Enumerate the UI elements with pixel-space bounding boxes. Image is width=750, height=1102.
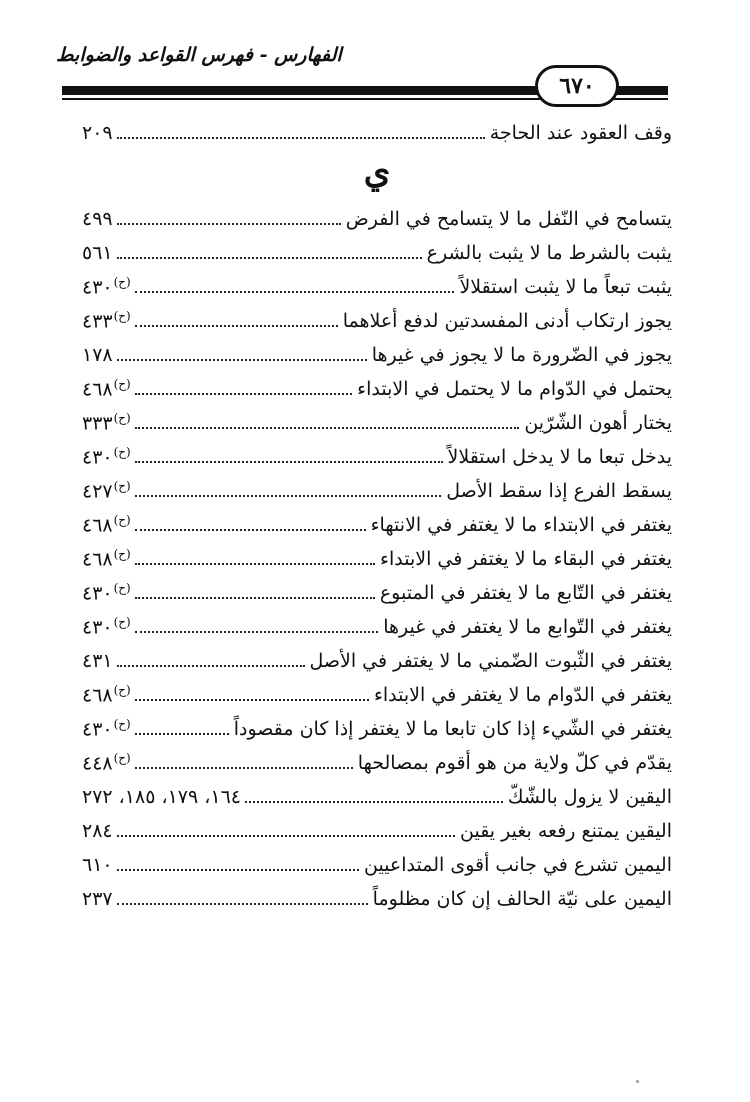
entry-page (82, 609, 133, 640)
entry-text: يغتفر في التّوابع ما لا يغتفر في غيرها (383, 616, 672, 638)
index-entry (82, 844, 672, 878)
entry-mark: (ح) (113, 274, 131, 289)
entry-page (82, 541, 133, 572)
entry-page (82, 120, 115, 146)
index-entries-list (82, 112, 672, 912)
dot-leader (117, 903, 368, 905)
entry-page-number: ٤٦٨ (82, 548, 113, 570)
entry-page-number: ٤٦٨ (82, 514, 113, 536)
index-entry (82, 436, 672, 470)
index-entry (82, 640, 672, 674)
index-entry (82, 878, 672, 912)
dot-leader (135, 631, 379, 633)
entry-page-number: ٤٣٠ (82, 582, 113, 604)
entry-text: اليقين لا يزول بالشّكّ (507, 786, 672, 808)
dot-leader (135, 427, 520, 429)
dot-leader (135, 461, 443, 463)
entry-page-number: ٢٠٩ (82, 122, 113, 144)
dot-leader (117, 257, 422, 259)
index-entry (82, 572, 672, 606)
entry-page (82, 240, 115, 266)
entry-page-number: ٤٣١ (82, 650, 113, 672)
entry-page (82, 575, 133, 606)
entry-mark: (ح) (113, 410, 131, 425)
dot-leader (245, 801, 503, 803)
entry-text: يحتمل في الدّوام ما لا يحتمل في الابتداء (357, 378, 672, 400)
dot-leader (135, 495, 442, 497)
entry-page-number: ٤٣٠ (82, 276, 113, 298)
dot-leader (135, 699, 369, 701)
entry-mark: (ح) (113, 444, 131, 459)
dot-leader (117, 869, 359, 871)
entry-text: يجوز في الضّرورة ما لا يجوز في غيرها (371, 344, 672, 366)
dot-leader (135, 325, 338, 327)
entry-page-number: ٢٣٧ (82, 888, 113, 910)
entry-page (82, 745, 133, 776)
entry-page (82, 439, 133, 470)
entry-page-number: ٤٩٩ (82, 208, 113, 230)
entry-mark: (ح) (113, 682, 131, 697)
entry-page (82, 648, 115, 674)
entry-page-number: ٤٣٠ (82, 718, 113, 740)
entry-mark: (ح) (113, 750, 131, 765)
entry-page-number: ٢٨٤ (82, 820, 113, 842)
dot-leader (135, 393, 352, 395)
entry-page (82, 269, 133, 300)
index-entry (82, 504, 672, 538)
entry-text: يثبت تبعاً ما لا يثبت استقلالاً (459, 276, 672, 298)
entry-page-number: ٤٣٠ (82, 446, 113, 468)
index-entry (82, 300, 672, 334)
scan-speck (636, 1080, 639, 1083)
dot-leader (135, 529, 366, 531)
entry-page-number: ٤٦٨ (82, 378, 113, 400)
running-title: الفهارس - فهرس القواعد والضوابط (56, 44, 342, 66)
section-letter: ي (363, 152, 391, 192)
entry-text: يغتفر في الشّيء إذا كان تابعا ما لا يغتفر إذا كان مقصوداً (233, 718, 672, 740)
index-entry (82, 198, 672, 232)
entry-page (82, 473, 133, 504)
entry-page (82, 206, 115, 232)
index-entry (82, 776, 672, 810)
entry-text: يغتفر في البقاء ما لا يغتفر في الابتداء (380, 548, 672, 570)
entry-mark: (ح) (113, 716, 131, 731)
entry-page (82, 818, 115, 844)
dot-leader (135, 291, 455, 293)
entry-page-number: ٤٣٣ (82, 310, 113, 332)
entry-page (82, 342, 115, 368)
entry-text: يدخل تبعا ما لا يدخل استقلالاً (447, 446, 672, 468)
dot-leader (117, 223, 341, 225)
dot-leader (135, 597, 375, 599)
entry-page-number: ٣٣٣ (82, 412, 113, 434)
entry-text: يختار أهون الشّرّين (524, 412, 672, 434)
dot-leader (117, 835, 455, 837)
entry-mark: (ح) (113, 478, 131, 493)
entry-mark: (ح) (113, 308, 131, 323)
entry-page-number: ٦١٠ (82, 854, 113, 876)
entry-text: اليقين يمتنع رفعه بغير يقين (460, 820, 672, 842)
dot-leader (135, 767, 353, 769)
entry-page (82, 507, 133, 538)
dot-leader (135, 563, 375, 565)
dot-leader (117, 359, 367, 361)
index-entry (82, 708, 672, 742)
dot-leader (117, 665, 305, 667)
page-number: ٦٧٠ (559, 73, 595, 99)
entry-mark: (ح) (113, 376, 131, 391)
entry-page-number: ١٧٨ (82, 344, 113, 366)
entry-page-number: ٥٦١ (82, 242, 113, 264)
index-entry (82, 538, 672, 572)
entry-text: يجوز ارتكاب أدنى المفسدتين لدفع أعلاهما (342, 310, 672, 332)
entry-page (82, 711, 133, 742)
index-entry (82, 334, 672, 368)
index-entry (82, 368, 672, 402)
entry-mark: (ح) (113, 614, 131, 629)
entry-mark: (ح) (113, 580, 131, 595)
page-number-badge (535, 65, 619, 107)
entry-text: وقف العقود عند الحاجة (489, 122, 672, 144)
entry-text: يقدّم في كلّ ولاية من هو أقوم بمصالحها (357, 752, 672, 774)
entry-mark: (ح) (113, 546, 131, 561)
index-entry (82, 232, 672, 266)
entry-page (82, 405, 133, 436)
index-entry (82, 112, 672, 146)
entry-page (82, 303, 133, 334)
entry-page-number: ٤٢٧ (82, 480, 113, 502)
entry-text: يغتفر في التّابع ما لا يغتفر في المتبوع (379, 582, 672, 604)
index-entry (82, 810, 672, 844)
entry-text: يغتفر في الدّوام ما لا يغتفر في الابتداء (373, 684, 672, 706)
entry-page-number: ٤٣٠ (82, 616, 113, 638)
entry-page (82, 371, 133, 402)
index-entry (82, 470, 672, 504)
entry-text: يثبت بالشرط ما لا يثبت بالشرع (426, 242, 672, 264)
index-entry (82, 402, 672, 436)
entry-page-number: ٤٦٨ (82, 684, 113, 706)
index-entry (82, 266, 672, 300)
entry-page-number: ١٦٤، ١٧٩، ١٨٥، ٢٧٢ (82, 786, 242, 808)
index-entry (82, 674, 672, 708)
entry-text: يغتفر في الثّبوت الضّمني ما لا يغتفر في الأصل (309, 650, 672, 672)
index-entry (82, 742, 672, 776)
entry-page (82, 852, 115, 878)
index-entry (82, 606, 672, 640)
entry-text: يغتفر في الابتداء ما لا يغتفر في الانتهاء (370, 514, 672, 536)
entry-text: اليمين تشرع في جانب أقوى المتداعيين (364, 854, 672, 876)
entry-page-number: ٤٤٨ (82, 752, 113, 774)
entry-text: اليمين على نيّة الحالف إن كان مظلوماً (372, 888, 672, 910)
entry-page (82, 677, 133, 708)
entry-mark: (ح) (113, 512, 131, 527)
entry-page (82, 784, 243, 810)
dot-leader (135, 733, 229, 735)
entry-text: يسقط الفرع إذا سقط الأصل (446, 480, 672, 502)
entry-page (82, 886, 115, 912)
entry-text: يتسامح في النّفل ما لا يتسامح في الفرض (345, 208, 672, 230)
dot-leader (117, 137, 485, 139)
